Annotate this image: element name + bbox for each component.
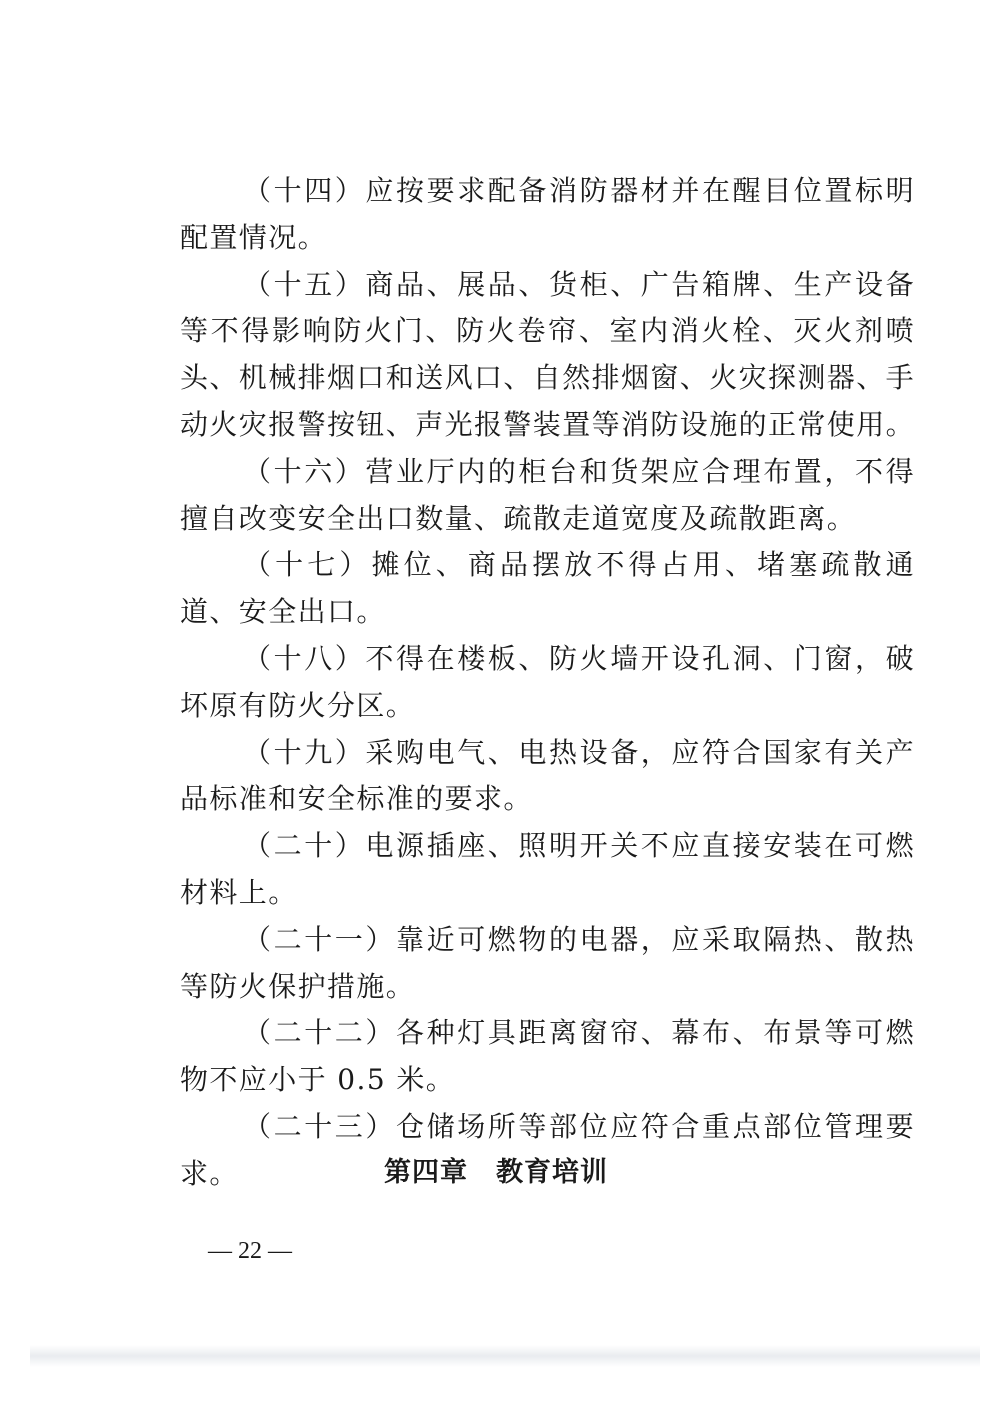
clause-20: （二十）电源插座、照明开关不应直接安装在可燃材料上。 (180, 829, 915, 909)
clause-23: （二十三）仓储场所等部位应符合重点部位管理要求。 (180, 1109, 915, 1190)
clause-17: （十七）摊位、商品摆放不得占用、堵塞疏散通道、安全出口。 (180, 548, 915, 629)
clause-19: （十九）采购电气、电热设备，应符合国家有关产品标准和安全标准的要求。 (180, 735, 915, 816)
page-number: — 22 — (208, 1238, 292, 1264)
clause-18: （十八）不得在楼板、防火墙开设孔洞、门窗，破坏原有防火分区。 (180, 641, 915, 722)
regulation-body (180, 168, 915, 1198)
chapter-heading: 第四章 教育培训 (384, 1157, 608, 1188)
clause-16: （十六）营业厅内的柜台和货架应合理布置，不得擅自改变安全出口数量、疏散走道宽度及疏散距离。 (180, 454, 915, 535)
clause-22: （二十二）各种灯具距离窗帘、幕布、布景等可燃物不应小于 0.5 米。 (180, 1016, 915, 1097)
clause-21: （二十一）靠近可燃物的电器，应采取隔热、散热等防火保护措施。 (180, 922, 915, 1003)
clause-14: （十四）应按要求配备消防器材并在醒目位置标明配置情况。 (180, 174, 915, 254)
scan-artifact-band (30, 1345, 980, 1367)
clause-15: （十五）商品、展品、货柜、广告箱牌、生产设备等不得影响防火门、防火卷帘、室内消火栓、灭火剂喷头、机械排烟口和送风口、自然排烟窗、火灾探测器、手动火灾报警按钮、声光报警装置等消防设施的正常使用。 (180, 267, 916, 441)
